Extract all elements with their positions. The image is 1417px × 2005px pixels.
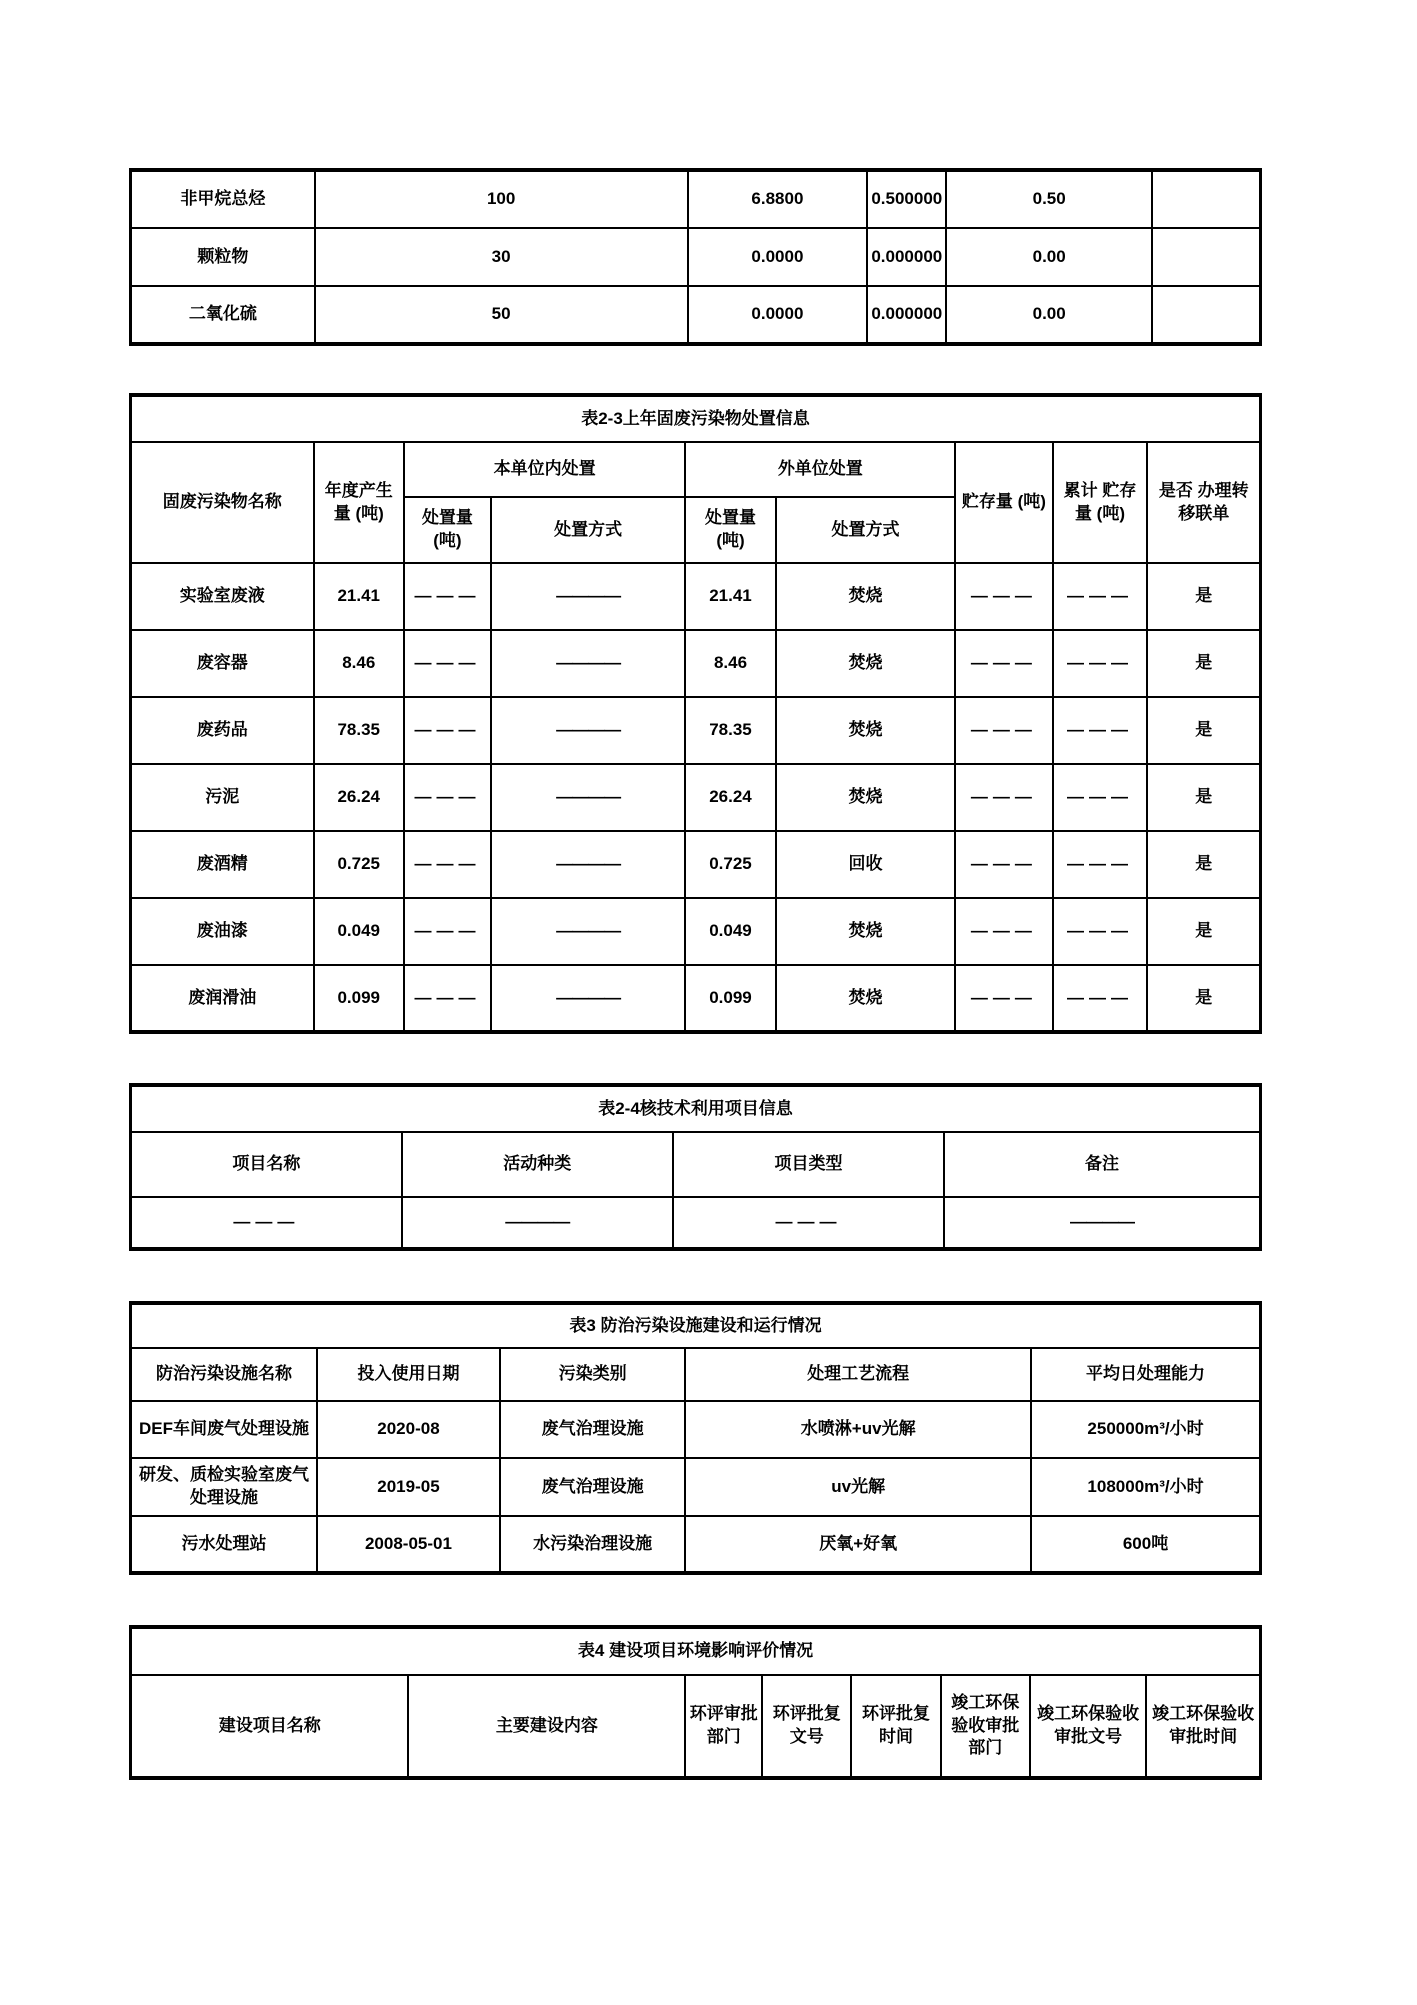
table-row <box>131 228 1261 286</box>
start-date: 2008-05-01 <box>317 1516 500 1573</box>
process: 水喷淋+uv光解 <box>685 1401 1031 1458</box>
transfer-flag: 是 <box>1147 630 1260 697</box>
waste-name: 废酒精 <box>131 831 314 898</box>
col-header-internal-disposal: 本单位内处置 <box>404 442 685 497</box>
cumulative-storage: ——— <box>1053 630 1148 697</box>
storage-amount: ——— <box>955 697 1052 764</box>
table-title-row <box>131 1627 1261 1675</box>
col-header-acceptance-doc-no: 竣工环保验收审批文号 <box>1030 1675 1146 1778</box>
result-value: 0.50 <box>946 170 1152 228</box>
internal-amount: ——— <box>404 563 491 630</box>
start-date: 2019-05 <box>317 1458 500 1516</box>
annual-output: 0.049 <box>314 898 404 965</box>
activity-type: ———— <box>402 1197 673 1249</box>
col-header-process: 处理工艺流程 <box>685 1348 1031 1401</box>
external-method: 焚烧 <box>776 764 956 831</box>
table-title: 表2-3上年固废污染物处置信息 <box>131 395 1261 442</box>
facility-name: 研发、质检实验室废气处理设施 <box>131 1458 317 1516</box>
waste-name: 废润滑油 <box>131 965 314 1032</box>
external-method: 回收 <box>776 831 956 898</box>
col-header-start-date: 投入使用日期 <box>317 1348 500 1401</box>
permitted-value: 30 <box>315 228 688 286</box>
table-row <box>131 1516 1261 1573</box>
col-header-transfer-manifest: 是否 办理转移联单 <box>1147 442 1260 563</box>
permitted-value: 50 <box>315 286 688 344</box>
actual-value: 0.0000 <box>688 228 868 286</box>
col-header-disposal-amount: 处置量 (吨) <box>685 497 775 563</box>
facility-name: DEF车间废气处理设施 <box>131 1401 317 1458</box>
cumulative-storage: ——— <box>1053 764 1148 831</box>
project-type: ——— <box>673 1197 944 1249</box>
table-row <box>131 286 1261 344</box>
col-header-disposal-method: 处置方式 <box>776 497 956 563</box>
col-header-external-disposal: 外单位处置 <box>685 442 955 497</box>
cumulative-storage: ——— <box>1053 831 1148 898</box>
transfer-flag: 是 <box>1147 697 1260 764</box>
actual-value: 0.0000 <box>688 286 868 344</box>
table-title: 表4 建设项目环境影响评价情况 <box>131 1627 1261 1675</box>
capacity: 250000m³/小时 <box>1031 1401 1260 1458</box>
table-row <box>131 1401 1261 1458</box>
process: uv光解 <box>685 1458 1031 1516</box>
internal-amount: ——— <box>404 697 491 764</box>
pollution-category: 水污染治理设施 <box>500 1516 685 1573</box>
rate-value: 0.000000 <box>867 228 946 286</box>
table-row <box>131 1458 1261 1516</box>
external-amount: 26.24 <box>685 764 775 831</box>
report-page <box>129 0 1262 1780</box>
annual-output: 78.35 <box>314 697 404 764</box>
table-title-row <box>131 395 1261 442</box>
waste-name: 废容器 <box>131 630 314 697</box>
cumulative-storage: ——— <box>1053 563 1148 630</box>
table-title-row <box>131 1085 1261 1132</box>
internal-method: ———— <box>491 697 685 764</box>
cumulative-storage: ——— <box>1053 898 1148 965</box>
header-row <box>131 442 1261 497</box>
result-value: 0.00 <box>946 286 1152 344</box>
col-header-project-type: 项目类型 <box>673 1132 944 1197</box>
cumulative-storage: ——— <box>1053 965 1148 1032</box>
col-header-eia-time: 环评批复时间 <box>851 1675 940 1778</box>
permitted-value: 100 <box>315 170 688 228</box>
table-title: 表3 防治污染设施建设和运行情况 <box>131 1303 1261 1348</box>
external-method: 焚烧 <box>776 697 956 764</box>
annual-output: 26.24 <box>314 764 404 831</box>
internal-amount: ——— <box>404 630 491 697</box>
pollution-facility-table <box>129 1301 1262 1575</box>
table-row <box>131 630 1261 697</box>
col-header-eia-doc-no: 环评批复文号 <box>762 1675 851 1778</box>
col-header-disposal-method: 处置方式 <box>491 497 685 563</box>
waste-name: 实验室废液 <box>131 563 314 630</box>
annual-output: 0.725 <box>314 831 404 898</box>
header-row <box>131 1132 1261 1197</box>
start-date: 2020-08 <box>317 1401 500 1458</box>
gas-emission-table <box>129 168 1262 346</box>
internal-method: ———— <box>491 630 685 697</box>
col-header-waste-name: 固废污染物名称 <box>131 442 314 563</box>
process: 厌氧+好氧 <box>685 1516 1031 1573</box>
external-amount: 8.46 <box>685 630 775 697</box>
actual-value: 6.8800 <box>688 170 868 228</box>
external-amount: 0.099 <box>685 965 775 1032</box>
col-header-remark: 备注 <box>944 1132 1260 1197</box>
col-header-annual-output: 年度产生量 (吨) <box>314 442 404 563</box>
header-row <box>131 1348 1261 1401</box>
capacity: 600吨 <box>1031 1516 1260 1573</box>
cumulative-storage: ——— <box>1053 697 1148 764</box>
annual-output: 21.41 <box>314 563 404 630</box>
external-method: 焚烧 <box>776 965 956 1032</box>
col-header-project-name: 建设项目名称 <box>131 1675 409 1778</box>
empty-cell <box>1152 228 1261 286</box>
internal-method: ———— <box>491 563 685 630</box>
col-header-eia-dept: 环评审批部门 <box>685 1675 762 1778</box>
external-method: 焚烧 <box>776 898 956 965</box>
pollution-category: 废气治理设施 <box>500 1401 685 1458</box>
nuclear-project-table <box>129 1083 1262 1251</box>
waste-name: 废药品 <box>131 697 314 764</box>
header-row <box>131 1675 1261 1778</box>
col-header-activity-type: 活动种类 <box>402 1132 673 1197</box>
col-header-storage: 贮存量 (吨) <box>955 442 1052 563</box>
storage-amount: ——— <box>955 630 1052 697</box>
remark: ———— <box>944 1197 1260 1249</box>
transfer-flag: 是 <box>1147 563 1260 630</box>
col-header-cumulative-storage: 累计 贮存量 (吨) <box>1053 442 1148 563</box>
internal-method: ———— <box>491 764 685 831</box>
pollutant-name: 二氧化硫 <box>131 286 315 344</box>
waste-name: 污泥 <box>131 764 314 831</box>
storage-amount: ——— <box>955 965 1052 1032</box>
transfer-flag: 是 <box>1147 898 1260 965</box>
table-row <box>131 831 1261 898</box>
annual-output: 0.099 <box>314 965 404 1032</box>
rate-value: 0.500000 <box>867 170 946 228</box>
col-header-pollution-category: 污染类别 <box>500 1348 685 1401</box>
external-method: 焚烧 <box>776 630 956 697</box>
col-header-capacity: 平均日处理能力 <box>1031 1348 1260 1401</box>
external-amount: 21.41 <box>685 563 775 630</box>
table-row <box>131 764 1261 831</box>
annual-output: 8.46 <box>314 630 404 697</box>
table-row <box>131 965 1261 1032</box>
external-method: 焚烧 <box>776 563 956 630</box>
col-header-facility-name: 防治污染设施名称 <box>131 1348 317 1401</box>
pollutant-name: 非甲烷总烃 <box>131 170 315 228</box>
project-name: ——— <box>131 1197 402 1249</box>
transfer-flag: 是 <box>1147 831 1260 898</box>
rate-value: 0.000000 <box>867 286 946 344</box>
internal-amount: ——— <box>404 831 491 898</box>
external-amount: 78.35 <box>685 697 775 764</box>
empty-cell <box>1152 170 1261 228</box>
table-row <box>131 697 1261 764</box>
col-header-project-name: 项目名称 <box>131 1132 402 1197</box>
waste-name: 废油漆 <box>131 898 314 965</box>
storage-amount: ——— <box>955 764 1052 831</box>
external-amount: 0.725 <box>685 831 775 898</box>
internal-method: ———— <box>491 965 685 1032</box>
col-header-acceptance-time: 竣工环保验收审批时间 <box>1146 1675 1260 1778</box>
pollutant-name: 颗粒物 <box>131 228 315 286</box>
capacity: 108000m³/小时 <box>1031 1458 1260 1516</box>
storage-amount: ——— <box>955 831 1052 898</box>
transfer-flag: 是 <box>1147 764 1260 831</box>
eia-table <box>129 1625 1262 1780</box>
col-header-acceptance-dept: 竣工环保验收审批部门 <box>941 1675 1030 1778</box>
col-header-main-content: 主要建设内容 <box>408 1675 685 1778</box>
result-value: 0.00 <box>946 228 1152 286</box>
internal-method: ———— <box>491 898 685 965</box>
table-row <box>131 563 1261 630</box>
table-title: 表2-4核技术利用项目信息 <box>131 1085 1261 1132</box>
internal-amount: ——— <box>404 965 491 1032</box>
col-header-disposal-amount: 处置量 (吨) <box>404 497 491 563</box>
internal-amount: ——— <box>404 898 491 965</box>
table-row <box>131 898 1261 965</box>
pollution-category: 废气治理设施 <box>500 1458 685 1516</box>
storage-amount: ——— <box>955 898 1052 965</box>
table-row <box>131 1197 1261 1249</box>
internal-method: ———— <box>491 831 685 898</box>
external-amount: 0.049 <box>685 898 775 965</box>
internal-amount: ——— <box>404 764 491 831</box>
table-row <box>131 170 1261 228</box>
solid-waste-table <box>129 393 1262 1034</box>
empty-cell <box>1152 286 1261 344</box>
transfer-flag: 是 <box>1147 965 1260 1032</box>
storage-amount: ——— <box>955 563 1052 630</box>
table-title-row <box>131 1303 1261 1348</box>
facility-name: 污水处理站 <box>131 1516 317 1573</box>
